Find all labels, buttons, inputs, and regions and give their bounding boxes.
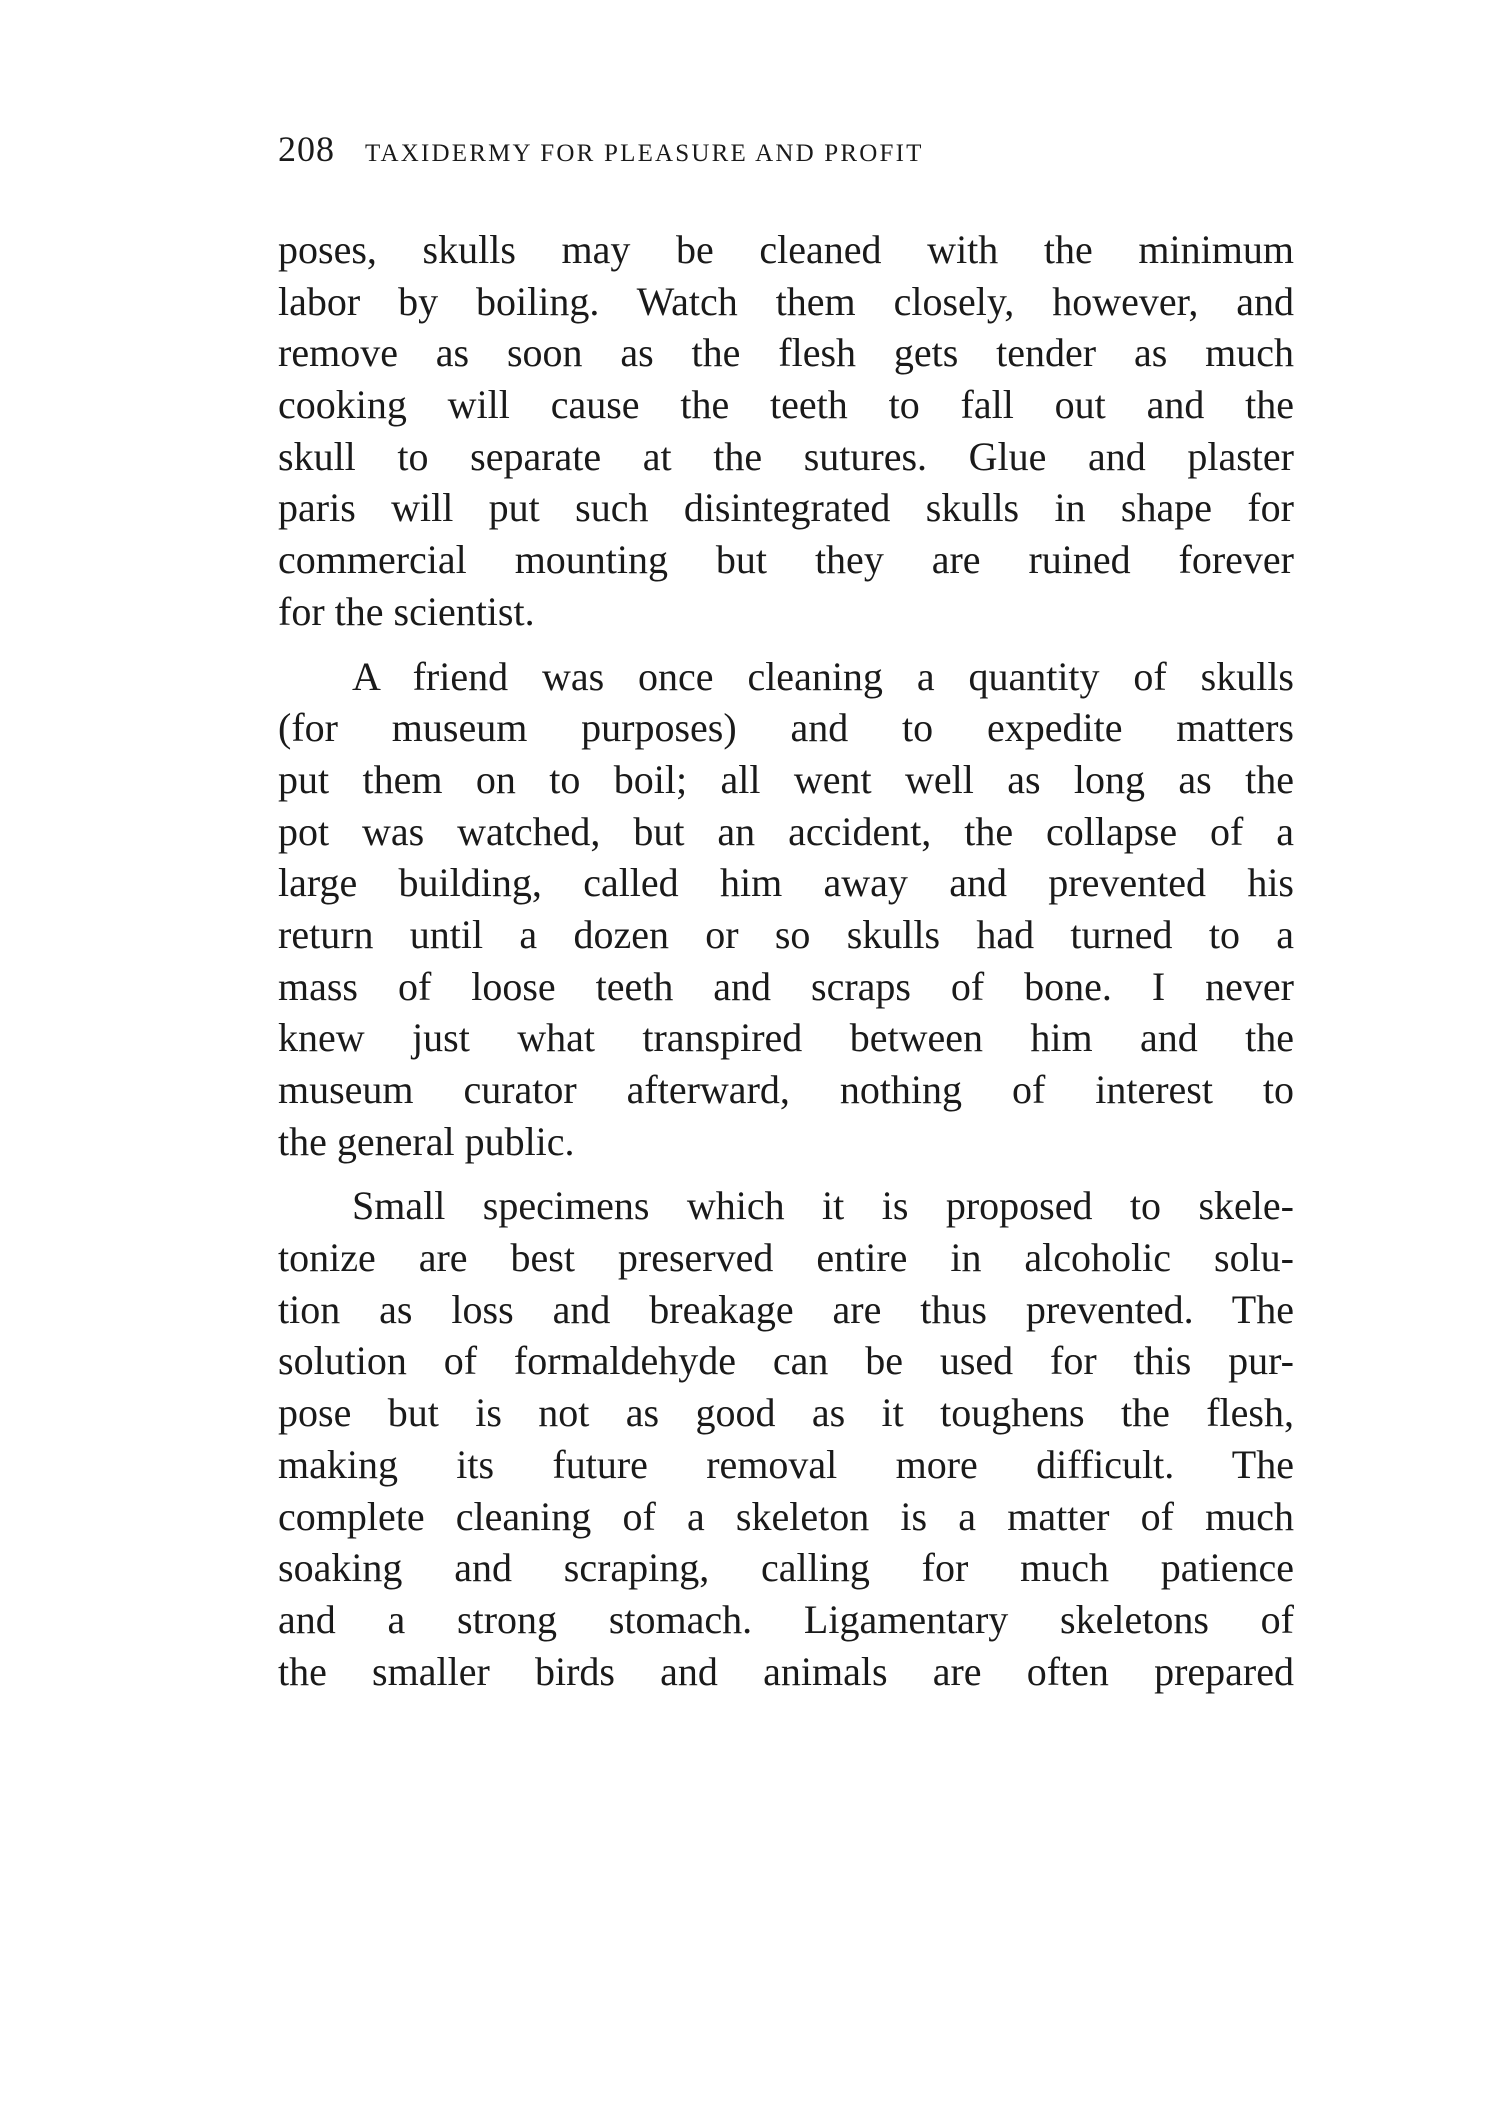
text-line: the smaller birds and animals are often prepared (278, 1648, 1294, 1694)
text-line: remove as soon as the flesh gets tender as much (278, 330, 1294, 376)
paragraph-3 (278, 1180, 1294, 1697)
page-number: 208 (278, 129, 335, 169)
text-line: skull to separate at the sutures. Glue and plaster (278, 433, 1294, 479)
paragraph-gap (278, 638, 1294, 651)
text-line: commercial mounting but they are ruined forever (278, 537, 1294, 583)
text-line: museum curator afterward, nothing of interest to (278, 1067, 1294, 1112)
text-line: tonize are best preserved entire in alcoholic solu- (278, 1235, 1294, 1281)
text-line: and a strong stomach. Ligamentary skeletons of (278, 1596, 1294, 1642)
text-line: solution of formaldehyde can be used for this pur- (278, 1338, 1294, 1384)
text-line: labor by boiling. Watch them closely, however, and (278, 278, 1294, 324)
text-line: put them on to boil; all went well as long as the (278, 756, 1294, 802)
text-line: large building, called him away and prevented his (278, 860, 1294, 906)
text-line: poses, skulls may be cleaned with the minimum (278, 227, 1294, 272)
text-line: soaking and scraping, calling for much patience (278, 1545, 1294, 1591)
text-line: (for museum purposes) and to expedite matters (278, 705, 1294, 751)
text-line: complete cleaning of a skeleton is a matter of much (278, 1493, 1294, 1539)
text-line: the general public. (278, 1118, 575, 1164)
text-line: Small specimens which it is proposed to skele- (352, 1183, 1294, 1229)
text-line: pose but is not as good as it toughens the flesh, (278, 1390, 1294, 1436)
text-line: paris will put such disintegrated skulls in shape for (278, 485, 1294, 531)
text-line: return until a dozen or so skulls had turned to a (278, 911, 1294, 957)
paragraph-2 (278, 651, 1294, 1168)
text-line: A friend was once cleaning a quantity of skulls (352, 653, 1294, 699)
text-line: tion as loss and breakage are thus prevented. The (278, 1286, 1294, 1332)
body-text (278, 224, 1294, 1697)
running-head (278, 128, 1278, 178)
book-title: TAXIDERMY FOR PLEASURE AND PROFIT (365, 140, 924, 167)
text-line: for the scientist. (278, 588, 535, 634)
text-line: making its future removal more difficult. The (278, 1441, 1294, 1487)
text-line: knew just what transpired between him and the (278, 1015, 1294, 1061)
paragraph-gap (278, 1167, 1294, 1180)
text-line: pot was watched, but an accident, the collapse of a (278, 808, 1294, 854)
paragraph-1 (278, 224, 1294, 638)
text-line: mass of loose teeth and scraps of bone. I never (278, 963, 1294, 1009)
text-line: cooking will cause the teeth to fall out and the (278, 382, 1294, 428)
